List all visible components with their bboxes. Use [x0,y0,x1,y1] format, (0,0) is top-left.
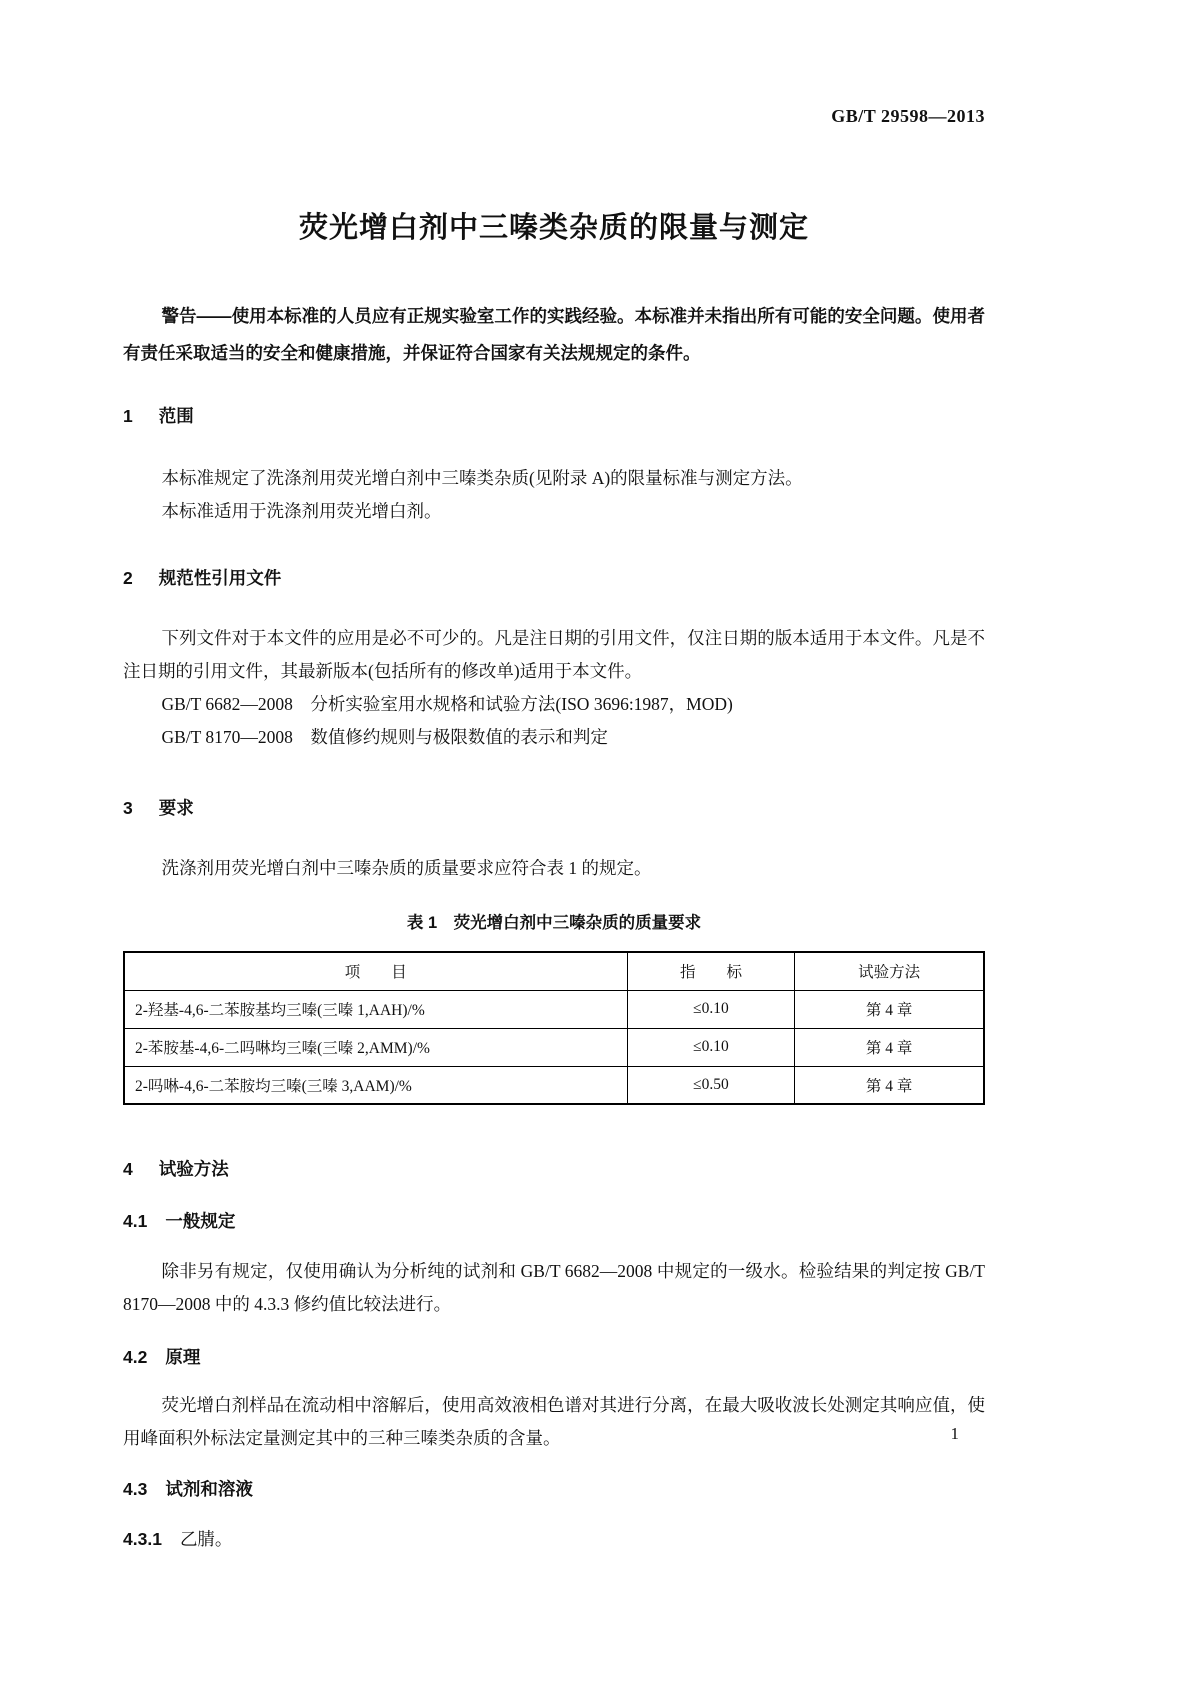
page-content [123,0,985,1551]
section-4-3-heading [123,1477,985,1501]
warning-paragraph: 警告——使用本标准的人员应有正规实验室工作的实践经验。本标准并未指出所有可能的安全问题。使用者有责任采取适当的安全和健康措施，并保证符合国家有关法规规定的条件。 [123,306,985,363]
column-header-item: 项 目 [124,952,627,990]
section-4-heading [123,1157,985,1181]
paragraph: 除非另有规定，仅使用确认为分析纯的试剂和 GB/T 6682—2008 中规定的一级水。检验结果的判定按 GB/T 8170—2008 中的 4.3.3 修约值比较法进行。 [123,1261,985,1314]
clause-4-3-1-text: 乙腈。 [179,1529,233,1549]
section-2-number: 2 [123,568,133,588]
section-4-1-number: 4.1 [123,1211,148,1231]
clause-4-3-1 [123,1527,985,1551]
section-2-body [123,622,985,754]
paragraph: 本标准适用于洗涤剂用荧光增白剂。 [161,501,442,521]
table-header-row [124,952,984,990]
table-row [124,1028,984,1066]
section-4-2-heading [123,1345,985,1369]
document-title: 荧光增白剂中三嗪类杂质的限量与测定 [298,212,809,244]
table-caption: 表 1 荧光增白剂中三嗪杂质的质量要求 [406,914,702,932]
section-3-title: 要求 [158,798,194,818]
normative-reference: GB/T 8170—2008 数值修约规则与极限数值的表示和判定 [161,727,608,747]
column-header-method: 试验方法 [795,952,984,990]
section-4-1-title: 一般规定 [165,1211,236,1231]
table-row [124,1066,984,1104]
spec-cell: ≤0.10 [627,1028,795,1066]
item-cell: 2-羟基-4,6-二苯胺基均三嗪(三嗪 1,AAH)/% [124,990,627,1028]
column-header-spec: 指 标 [627,952,795,990]
section-1-body [123,462,985,528]
section-4-2-title: 原理 [165,1347,201,1367]
section-3-number: 3 [123,798,133,818]
section-1-heading [123,404,985,428]
standard-number: GB/T 29598—2013 [831,106,985,126]
section-4-3-number: 4.3 [123,1479,148,1499]
section-1-number: 1 [123,406,133,426]
normative-reference: GB/T 6682—2008 分析实验室用水规格和试验方法(ISO 3696:1987，MOD) [161,694,733,714]
method-cell: 第 4 章 [795,1066,984,1104]
method-cell: 第 4 章 [795,990,984,1028]
section-4-number: 4 [123,1159,133,1179]
section-4-2-number: 4.2 [123,1347,148,1367]
section-4-1-heading [123,1209,985,1233]
section-4-3-title: 试剂和溶液 [165,1479,253,1499]
spec-cell: ≤0.50 [627,1066,795,1104]
paragraph: 本标准规定了洗涤剂用荧光增白剂中三嗪类杂质(见附录 A)的限量标准与测定方法。 [161,468,803,488]
clause-4-3-1-number: 4.3.1 [123,1529,162,1549]
item-cell: 2-吗啉-4,6-二苯胺均三嗪(三嗪 3,AAM)/% [124,1066,627,1104]
section-3-heading [123,796,985,820]
section-2-title: 规范性引用文件 [158,568,282,588]
table-row [124,990,984,1028]
item-cell: 2-苯胺基-4,6-二吗啉均三嗪(三嗪 2,AMM)/% [124,1028,627,1066]
section-1-title: 范围 [158,406,194,426]
method-cell: 第 4 章 [795,1028,984,1066]
section-4-title: 试验方法 [158,1159,229,1179]
paragraph: 荧光增白剂样品在流动相中溶解后，使用高效液相色谱对其进行分离，在最大吸收波长处测定其响应值，使用峰面积外标法定量测定其中的三种三嗪类杂质的含量。 [123,1395,985,1448]
spec-cell: ≤0.10 [627,990,795,1028]
requirements-table [123,951,985,1105]
page-number: 1 [950,1424,959,1443]
section-2-heading [123,566,985,590]
paragraph: 洗涤剂用荧光增白剂中三嗪杂质的质量要求应符合表 1 的规定。 [161,858,652,878]
paragraph: 下列文件对于本文件的应用是必不可少的。凡是注日期的引用文件，仅注日期的版本适用于本文件。凡是不注日期的引用文件，其最新版本(包括所有的修改单)适用于本文件。 [123,628,985,681]
